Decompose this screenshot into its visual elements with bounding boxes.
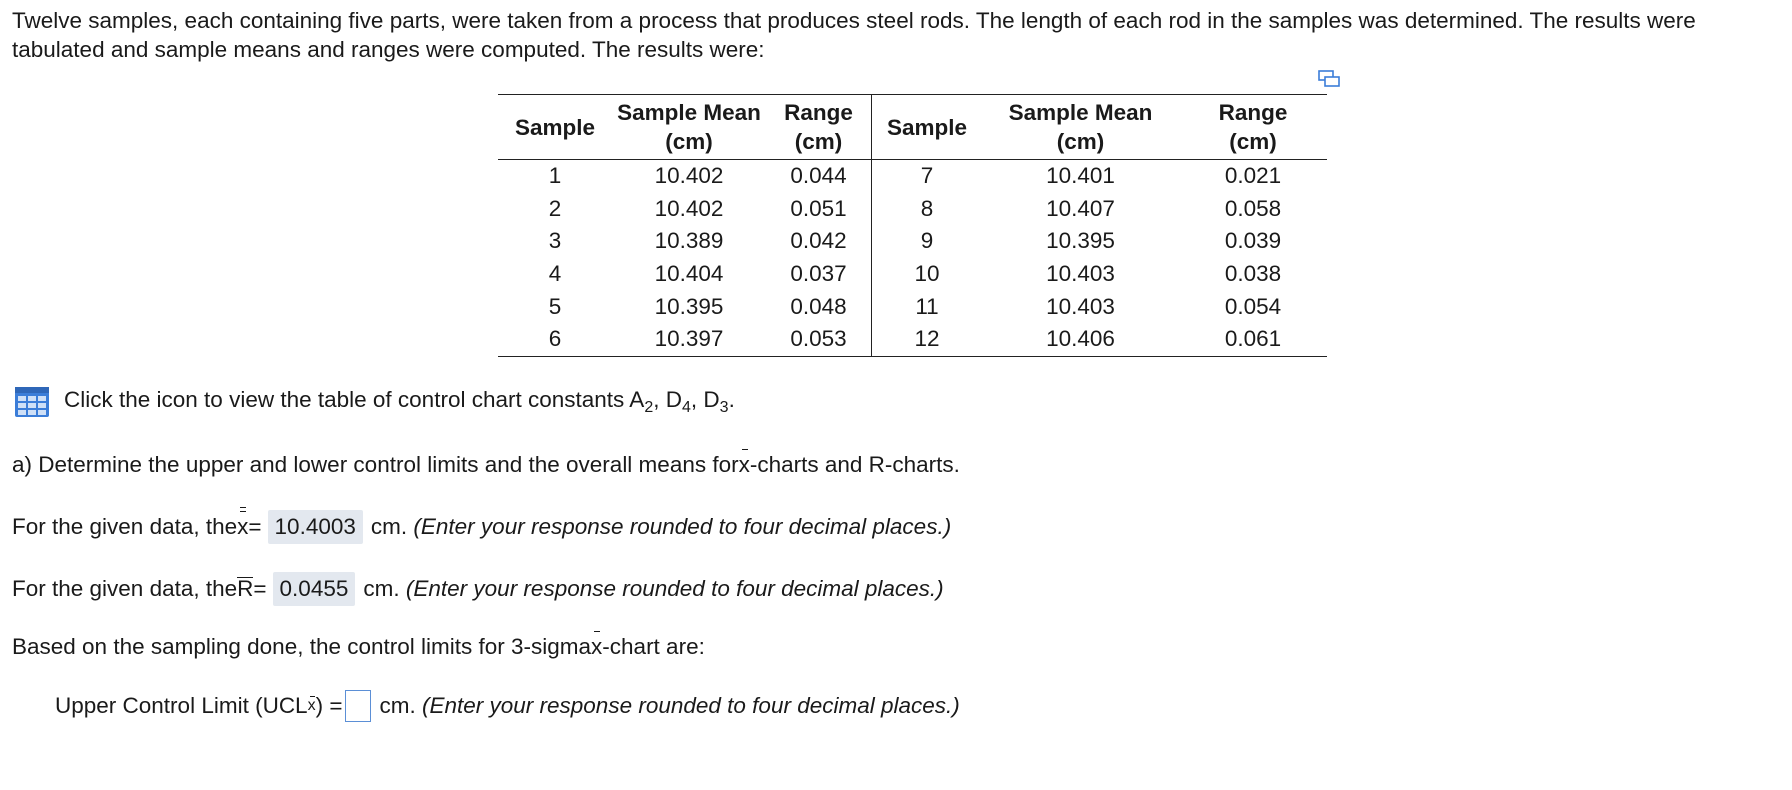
- table-cell: 9: [920, 228, 934, 254]
- table-cell: 10.397: [612, 323, 766, 356]
- table-cell: 4: [548, 261, 562, 287]
- table-header-row: [498, 95, 1327, 160]
- x-double-bar-line: [12, 510, 951, 544]
- table-row: [498, 193, 1327, 226]
- unit-label: cm.: [370, 514, 408, 539]
- header-range: Range (cm): [766, 95, 872, 160]
- table-cell: 10.395: [654, 293, 724, 319]
- table-row: [498, 225, 1327, 258]
- table-cell: 0.039: [1224, 228, 1282, 254]
- sigma-suffix: -chart are:: [602, 634, 705, 659]
- equals-sign: =: [248, 514, 262, 539]
- table-cell: 10.395: [1046, 228, 1115, 254]
- header-sample-mean: Sample Mean (cm): [982, 95, 1179, 160]
- header-range: Range (cm): [1179, 95, 1327, 160]
- problem-intro: Twelve samples, each containing five parts, were taken from a process that produces steel rods. The length of each rod in the samples was determined. The results were tabulated and sample means and ranges were computed. The results were:: [12, 8, 1696, 62]
- header-sample-mean: Sample Mean (cm): [612, 95, 766, 160]
- ucl-label: Upper Control Limit (UCL: [55, 693, 308, 718]
- table-cell: 10.389: [654, 228, 724, 254]
- ucl-input[interactable]: [345, 690, 371, 722]
- rounding-hint: (Enter your response rounded to four decimal places.): [413, 514, 952, 539]
- table-cell: 10.402: [654, 195, 724, 221]
- sigma-prefix: Based on the sampling done, the control limits for 3-sigma: [12, 634, 592, 659]
- table-cell: 10.407: [1046, 195, 1115, 221]
- table-cell: 10.403: [1046, 261, 1115, 287]
- x-bar-symbol: x: [738, 452, 750, 477]
- r-bar-answer[interactable]: 0.0455: [273, 572, 356, 606]
- table-cell: 10.402: [654, 163, 724, 189]
- rounding-hint: (Enter your response rounded to four decimal places.): [405, 576, 944, 601]
- table-cell: 0.058: [1224, 195, 1282, 221]
- table-cell: 8: [920, 195, 934, 221]
- table-cell: 0.021: [1224, 163, 1282, 189]
- table-cell: 0.038: [1224, 261, 1282, 287]
- ucl-close: ) =: [315, 693, 343, 718]
- r-bar-symbol: R: [237, 576, 254, 601]
- header-sample: Sample: [872, 95, 983, 160]
- part-a-suffix: -charts and R-charts.: [749, 452, 960, 477]
- table-cell: 0.048: [766, 290, 872, 323]
- table-cell: 0.054: [1224, 293, 1282, 319]
- table-cell: 0.044: [766, 160, 872, 193]
- table-grid-icon[interactable]: [14, 386, 50, 418]
- r-bar-prefix: For the given data, the: [12, 576, 238, 601]
- table-cell: 11: [915, 293, 939, 319]
- table-cell: 5: [548, 293, 562, 319]
- samples-table: [498, 94, 1327, 357]
- table-cell: 10.404: [654, 261, 724, 287]
- table-cell: 7: [920, 163, 934, 189]
- equals-sign: =: [253, 576, 267, 601]
- table-cell: 0.037: [766, 258, 872, 291]
- popout-icon[interactable]: [1318, 70, 1340, 88]
- table-cell: 0.051: [766, 193, 872, 226]
- table-cell: 10.406: [982, 323, 1179, 356]
- table-cell: 1: [548, 163, 562, 189]
- part-a-prefix: a) Determine the upper and lower control limits and the overall means for: [12, 452, 739, 477]
- constants-note: [14, 386, 735, 418]
- table-cell: 0.053: [766, 323, 872, 356]
- x-bar-symbol: x: [591, 634, 603, 659]
- ucl-line: [55, 690, 960, 722]
- header-sample: Sample: [498, 95, 612, 160]
- rounding-hint: (Enter your response rounded to four decimal places.): [421, 693, 960, 718]
- unit-label: cm.: [363, 576, 400, 601]
- table-cell: 10.401: [1046, 163, 1115, 189]
- part-a-question: [12, 452, 960, 478]
- table-row: [498, 323, 1327, 356]
- table-cell: 2: [548, 195, 562, 221]
- unit-label: cm.: [379, 693, 416, 718]
- constants-note-text: Click the icon to view the table of control chart constants $A_2$, $D_4$, $D_3$.: [64, 387, 735, 416]
- table-cell: 6: [498, 323, 612, 356]
- table-row: [498, 258, 1327, 291]
- x-bar-subscript: x: [307, 697, 316, 714]
- r-bar-line: [12, 572, 944, 606]
- x-double-bar-prefix: For the given data, the: [12, 514, 238, 539]
- sigma-limits-line: [12, 634, 705, 660]
- table-cell: 10.403: [1046, 293, 1115, 319]
- table-cell: 0.061: [1179, 323, 1327, 356]
- table-cell: 3: [548, 228, 562, 254]
- x-double-bar-answer[interactable]: 10.4003: [268, 510, 363, 544]
- table-cell: 0.042: [766, 225, 872, 258]
- table-row: [498, 160, 1327, 193]
- table-cell: 10: [914, 261, 940, 287]
- table-cell: 12: [872, 323, 983, 356]
- table-row: [498, 290, 1327, 323]
- x-double-bar-symbol: x: [237, 514, 249, 539]
